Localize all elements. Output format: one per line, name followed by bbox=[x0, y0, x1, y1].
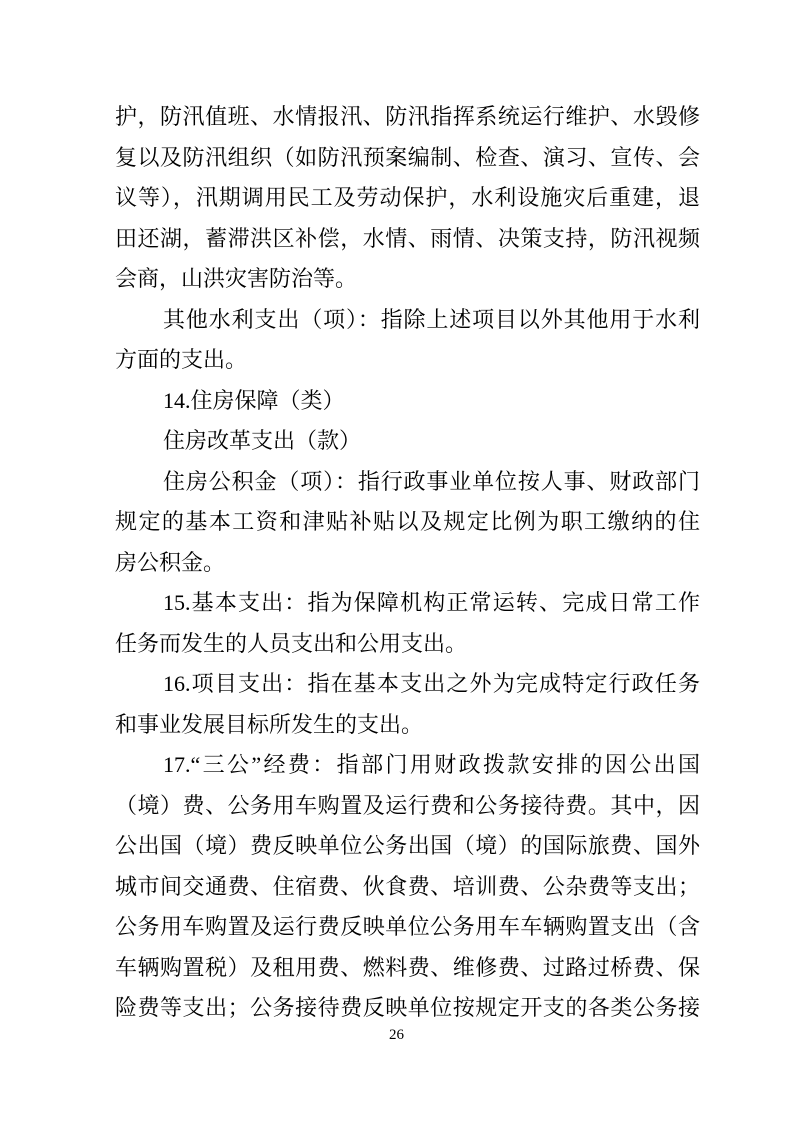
text-line: 公务用车购置及运行费反映单位公务用车车辆购置支出（含 bbox=[115, 914, 700, 939]
text-line: （境）费、公务用车购置及运行费和公务接待费。其中，因 bbox=[115, 792, 700, 818]
body-text bbox=[115, 97, 700, 1029]
text-line: 田还湖，蓄滞洪区补偿，水情、雨情、决策支持，防汛视频 bbox=[115, 225, 700, 251]
page-number: 26 bbox=[389, 1027, 404, 1043]
text-line: 任务而发生的人员支出和公用支出。 bbox=[115, 630, 468, 656]
text-line: 16.项目支出：指在基本支出之外为完成特定行政任务 bbox=[163, 671, 700, 696]
text-line: 护，防汛值班、水情报汛、防汛指挥系统运行维护、水毁修 bbox=[115, 104, 700, 129]
text-line: 公出国（境）费反映单位公务出国（境）的国际旅费、国外 bbox=[115, 833, 700, 858]
text-line: 复以及防汛组织（如防汛预案编制、检查、演习、宣传、会 bbox=[115, 144, 700, 170]
text-line: 14.住房保障（类） bbox=[163, 387, 345, 413]
text-line: 险费等支出；公务接待费反映单位按规定开支的各类公务接 bbox=[115, 995, 700, 1020]
text-line: 和事业发展目标所发生的支出。 bbox=[115, 711, 424, 737]
text-line: 城市间交通费、住宿费、伙食费、培训费、公杂费等支出； bbox=[115, 873, 700, 899]
text-line: 其他水利支出（项）：指除上述项目以外其他用于水利 bbox=[163, 306, 700, 332]
text-line: 17.“三公”经费：指部门用财政拨款安排的因公出国 bbox=[163, 752, 700, 777]
text-line: 规定的基本工资和津贴补贴以及规定比例为职工缴纳的住 bbox=[115, 509, 700, 534]
text-line: 住房改革支出（款） bbox=[163, 428, 362, 453]
text-line: 方面的支出。 bbox=[115, 347, 248, 372]
text-line: 房公积金。 bbox=[115, 549, 226, 575]
text-line: 15.基本支出：指为保障机构正常运转、完成日常工作 bbox=[163, 590, 700, 615]
text-line: 车辆购置税）及租用费、燃料费、维修费、过路过桥费、保 bbox=[115, 954, 700, 980]
text-line: 议等），汛期调用民工及劳动保护，水利设施灾后重建，退 bbox=[115, 185, 700, 210]
text-line: 会商，山洪灾害防治等。 bbox=[115, 266, 358, 291]
text-line: 住房公积金（项）：指行政事业单位按人事、财政部门 bbox=[163, 468, 700, 494]
